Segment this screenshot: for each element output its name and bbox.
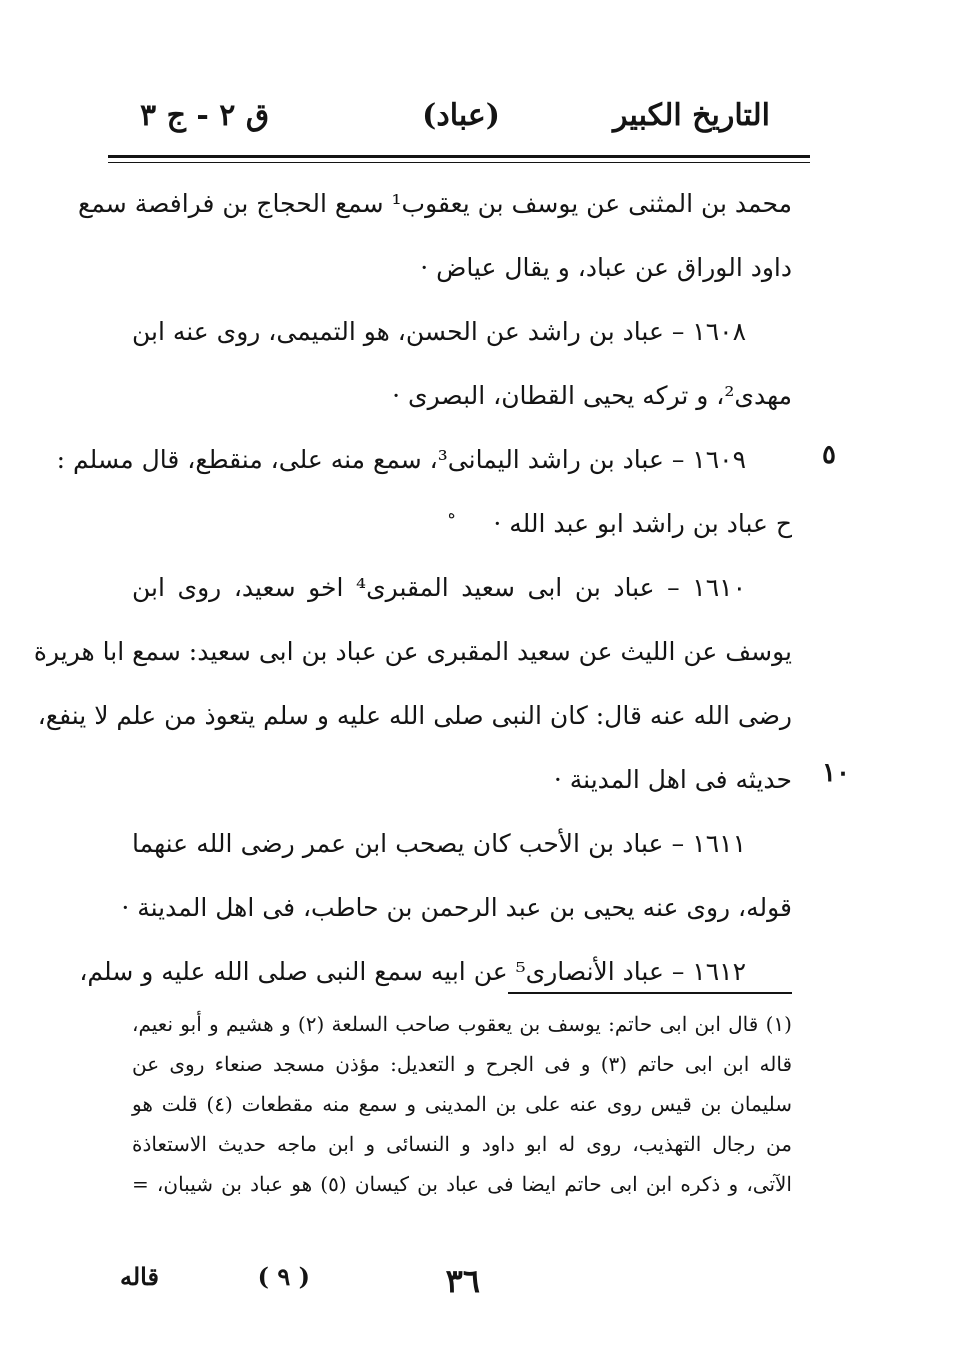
footnote-line: الآتى، و ذكره ابن ابى حاتم ايضا فى عباد بن كيسان (٥) هو عباد بن شيبان، = <box>132 1172 792 1196</box>
signature-mark: ( ٩ ) <box>257 1262 310 1291</box>
volume-label: ق ٢ - ج ٣ <box>140 98 270 133</box>
text-line: رضى الله عنه قال: كان النبى صلى الله عليه و سلم يتعوذ من علم لا ينفع، <box>37 701 792 730</box>
text-line: محمد بن المثنى عن يوسف بن يعقوب¹ سمع الحجاج بن فرافصة سمع <box>78 189 792 218</box>
text-line: قوله، روى عنه يحيى بن عبد الرحمن بن حاطب، فى اهل المدينة · <box>121 893 792 922</box>
text-line: داود الوراق عن عباد، و يقال عياض · <box>420 253 792 282</box>
margin-line-number: ١٠ <box>822 758 850 788</box>
section-title: (عباد) <box>422 98 500 133</box>
text-line: مهدى²، و تركه يحيى القطان، البصرى · <box>392 381 792 410</box>
footnote-line: من رجال التهذيب، روى له ابو داود و النسائى و ابن ماجه حديث الاستعاذة <box>132 1132 792 1156</box>
marginal-mark: ه <box>448 506 456 522</box>
entry-line: ١٦٠٩ – عباد بن راشد اليمانى³، سمع منه على، منقطع، قال مسلم : <box>56 445 746 474</box>
footnote-rule <box>508 992 792 994</box>
entry-line: ١٦١٠ – عباد بن ابى سعيد المقبرى⁴ اخو سعيد، روى ابن <box>132 573 746 602</box>
header-rule-thin <box>108 162 810 163</box>
text-line: يوسف عن الليث عن سعيد المقبرى عن عباد بن ابى سعيد: سمع ابا هريرة <box>33 637 792 666</box>
text-line: حديثه فى اهل المدينة · <box>553 765 792 794</box>
footnote-line: قاله ابن ابى حاتم (٣) و فى الجرح و التعديل: مؤذن مسجد صنعاء روى عن <box>132 1052 793 1076</box>
footnotes <box>132 1004 792 1204</box>
page-number: ٣٦ <box>445 1262 480 1300</box>
header-rule-thick <box>108 155 810 158</box>
main-text <box>33 172 792 1004</box>
entry-line: ١٦٠٨ – عباد بن راشد عن الحسن، هو التميمى، روى عنه ابن <box>131 317 746 346</box>
text-line: ح عباد بن راشد ابو عبد الله · <box>493 509 792 538</box>
entry-line: ١٦١١ – عباد بن الأحب كان يصحب ابن عمر رضى الله عنهما <box>132 829 746 858</box>
page-footer <box>120 1262 500 1312</box>
footnote-line: سليمان بن قيس روى عنه على بن المدينى و سمع منه مقطعات (٤) قلت هو <box>132 1092 793 1116</box>
entry-line: ١٦١٢ – عباد الأنصارى⁵ عن ابيه سمع النبى صلى الله عليه و سلم، <box>79 957 746 986</box>
margin-line-number: ٥ <box>822 440 836 470</box>
running-header <box>130 98 810 148</box>
footnote-line: (١) قال ابن ابى حاتم: يوسف بن يعقوب صاحب السلعة (٢) و هشيم و أبو نعيم، <box>132 1012 792 1036</box>
catchword: قاله <box>120 1262 159 1291</box>
book-title: التاريخ الكبير <box>612 98 770 133</box>
